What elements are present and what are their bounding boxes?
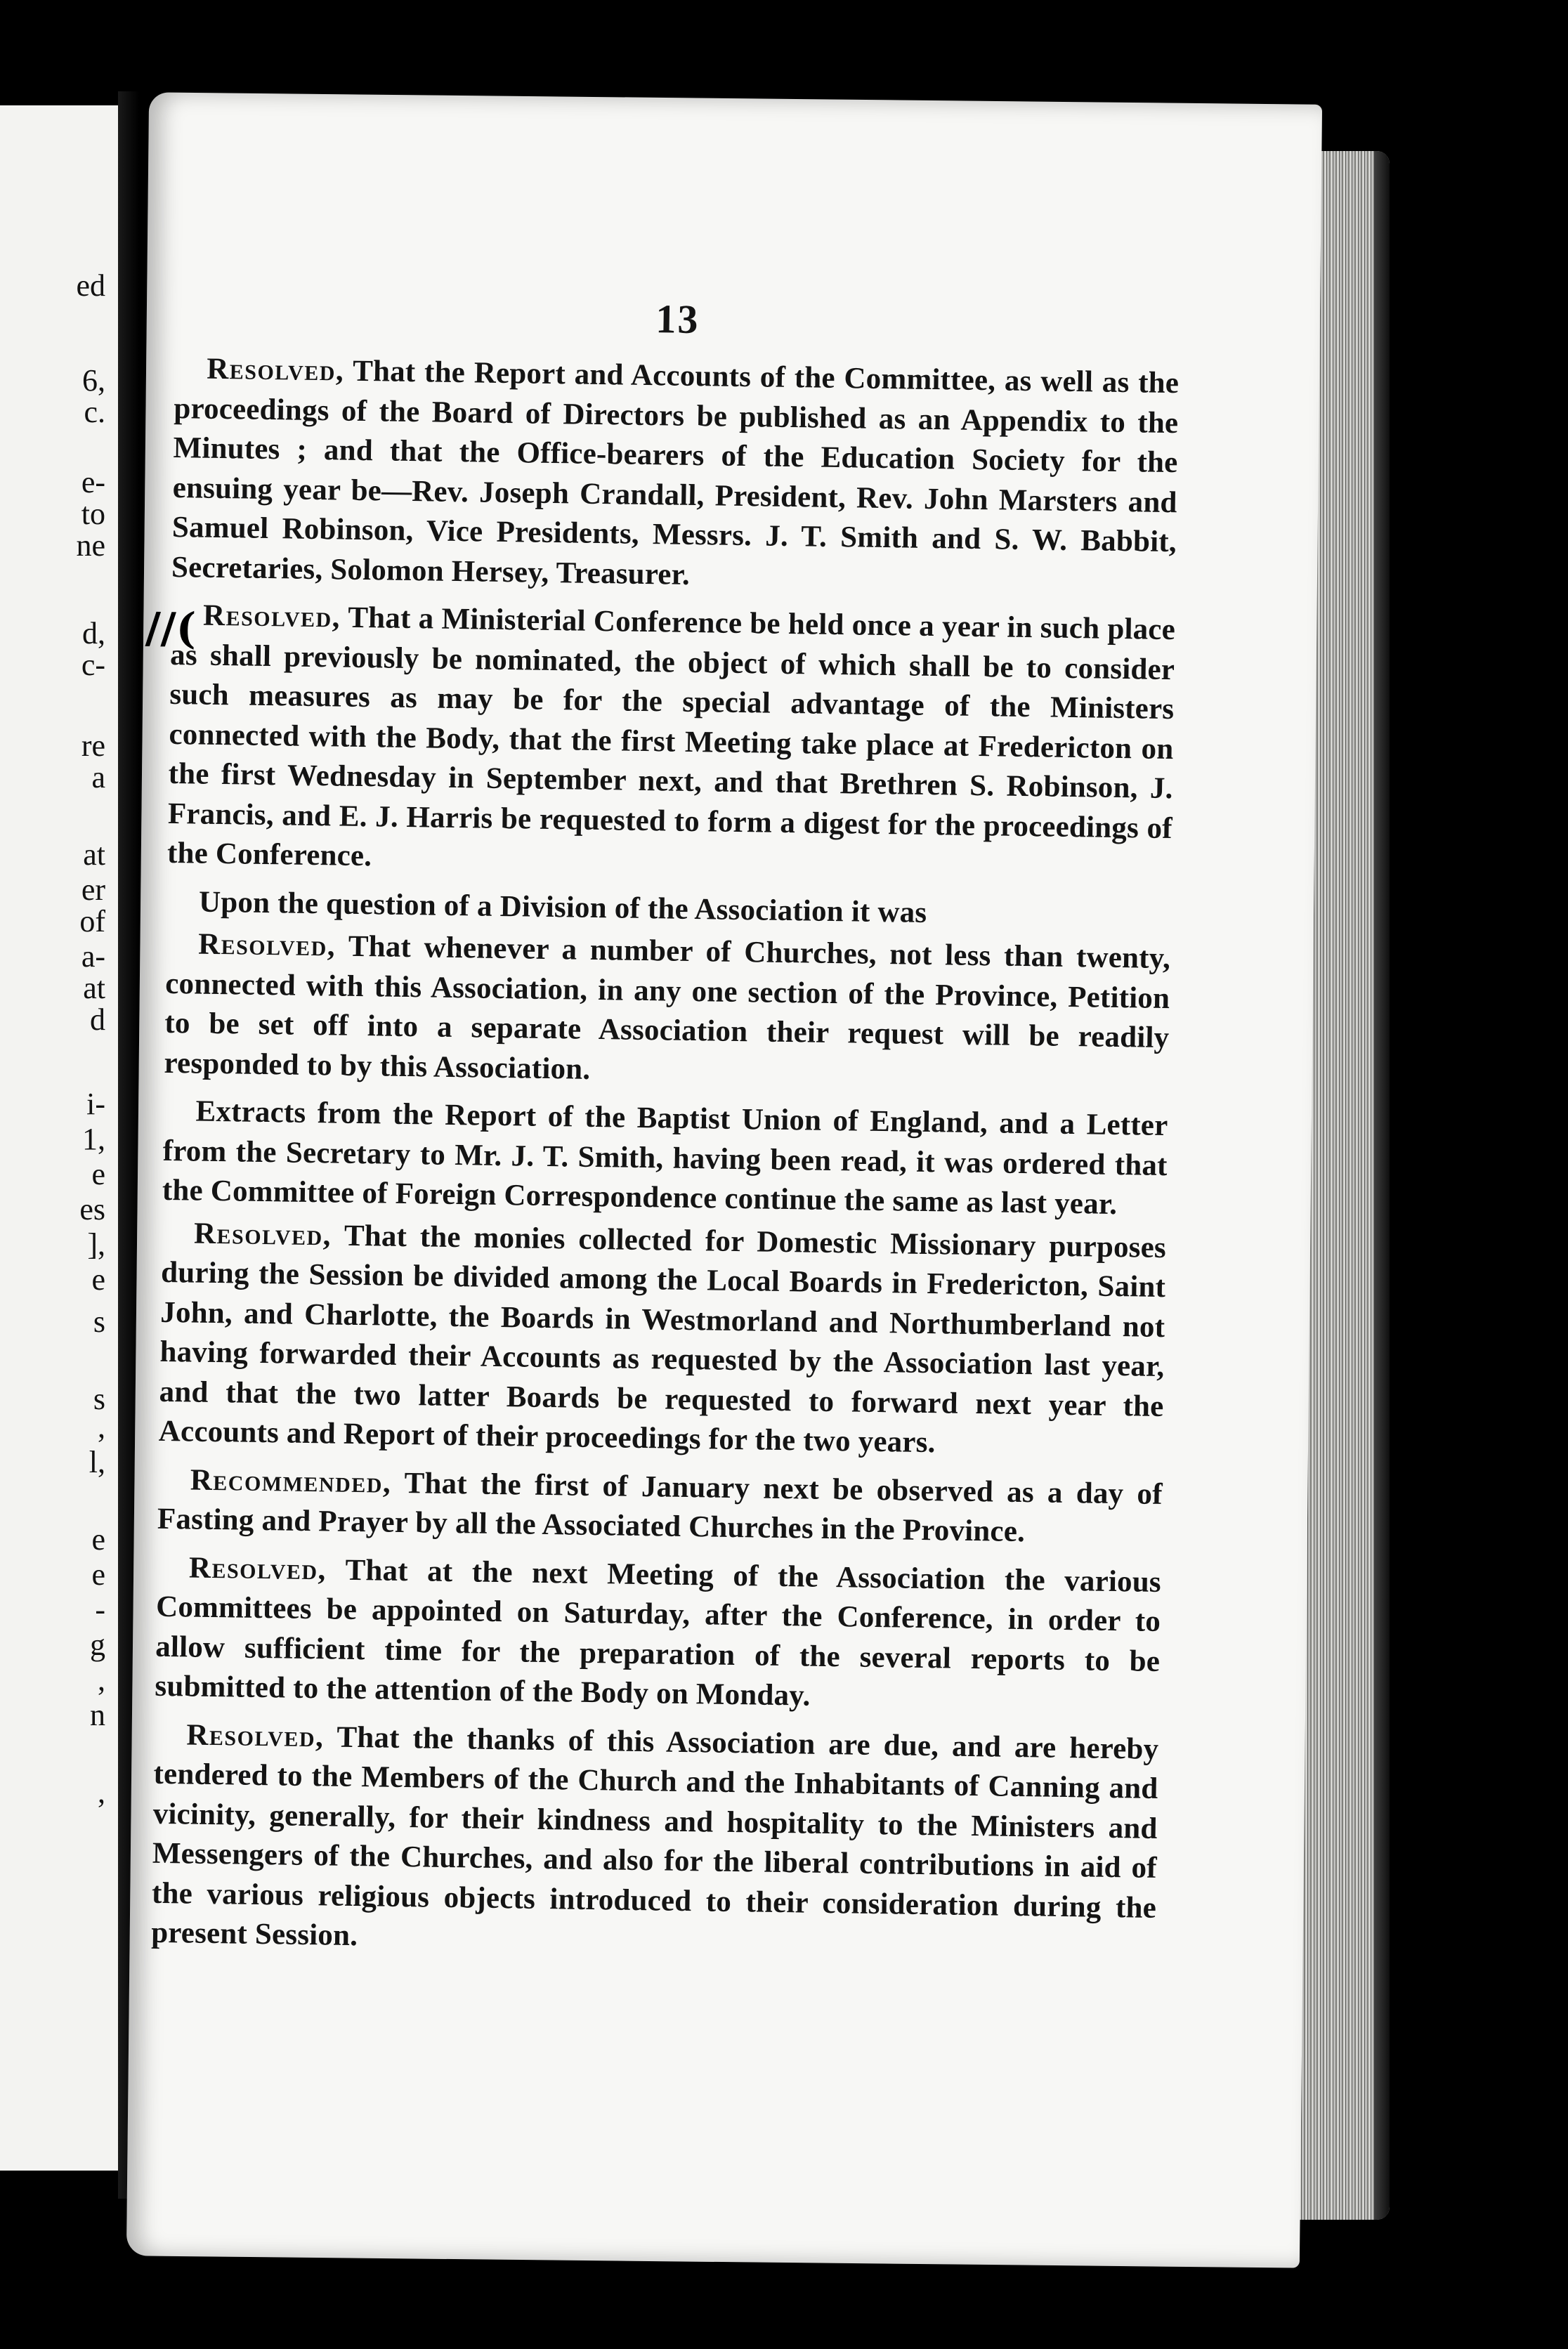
left-page-fragment: es	[79, 1192, 105, 1226]
paragraph	[164, 924, 1170, 1098]
paragraph-text: That at the next Meeting of the Association the various Committees be appointed on Saturday, after the Conference, in order to allow sufficient time for the preparation of the several reports to be submitted to the attention of the Body on Monday.	[155, 1552, 1162, 1713]
paragraph	[157, 1460, 1163, 1554]
resolution-lead: Resolved,	[193, 1217, 332, 1252]
paragraph	[151, 1715, 1159, 1968]
paragraph	[171, 349, 1180, 602]
page-number: 13	[655, 296, 700, 343]
left-page-fragment: of	[79, 904, 105, 938]
left-page-fragment: d	[90, 1002, 105, 1037]
margin-mark: //(	[145, 603, 197, 654]
resolution-lead: Recommended,	[190, 1463, 392, 1500]
paragraph-text: That the thanks of this Association are due, and are hereby tendered to the Members of the Church and the Inhabitants of Canning and vicinity, generally, for their kindness and hospitality to the Ministers and Messengers of the Churches, and also for the liberal contributions in aid of the various religious objects introduced to their consideration during the present Session.	[150, 1720, 1159, 1953]
left-page-fragment: s	[93, 1382, 105, 1416]
left-page-fragment: s	[93, 1304, 105, 1339]
left-page-fragment: e	[91, 1262, 105, 1297]
left-page-fragment: ed	[76, 268, 105, 303]
left-page-fragment: to	[81, 497, 105, 531]
left-page-fragment: c.	[84, 395, 105, 429]
left-page-fragment: ne	[76, 528, 105, 563]
page-text	[151, 349, 1180, 1968]
left-page-fragment: at	[83, 971, 105, 1005]
paragraph-text: That the Report and Accounts of the Committee, as well as the proceedings of the Board of Directors be published as an Appendix to the Minutes ; and that the Office-bearers of the Education Society for the ensuing year be—Rev. Joseph Crandall, President, Rev. John Marsters and Samuel Robinson, Vice Presidents, Messrs. J. T. Smith and S. W. Babbit, Secretaries, Solomon Hersey, Treasurer.	[171, 354, 1180, 591]
left-page-fragment: i-	[86, 1087, 105, 1121]
resolution-lead: Resolved,	[186, 1717, 325, 1753]
left-page-fragment: re	[81, 728, 105, 763]
page-content	[145, 288, 1180, 1976]
left-page-fragment: 6,	[82, 363, 105, 398]
left-page-fragment: l,	[89, 1445, 105, 1479]
left-page-text-fragments	[0, 105, 118, 2171]
paragraph	[158, 1213, 1166, 1466]
left-page-fragment: e	[91, 1557, 105, 1592]
left-page-fragment: a	[91, 760, 105, 794]
left-page-fragment: e-	[81, 465, 105, 499]
left-page-fragment: ],	[87, 1227, 105, 1262]
left-page-fragment: e	[91, 1157, 105, 1191]
paragraph-text: Upon the question of a Division of the Association it was	[198, 885, 927, 929]
resolution-lead: Resolved,	[202, 598, 341, 634]
left-page-fragment: 1,	[82, 1122, 105, 1156]
resolution-lead: Resolved,	[197, 927, 337, 963]
paragraph-text: That whenever a number of Churches, not less than twenty, connected with this Association, in any one section of the Province, Petition to be set off into a separate Association their request will be readily responded to by this Association.	[164, 929, 1171, 1086]
paragraph	[162, 1092, 1168, 1226]
left-page-fragment: c-	[81, 648, 105, 682]
left-page-fragment: ,	[98, 1775, 105, 1810]
left-page-fragment: d,	[82, 616, 105, 650]
left-page	[0, 105, 122, 2171]
resolution-lead: Resolved,	[188, 1550, 327, 1586]
left-page-fragment: n	[90, 1698, 105, 1732]
left-page-fragment: a-	[81, 939, 105, 974]
paragraph-text: Extracts from the Report of the Baptist Union of England, and a Letter from the Secretary to Mr. J. T. Smith, having been read, it was ordered that the Committee of Foreign Correspondence continue the same as last year.	[162, 1094, 1168, 1222]
left-page-fragment: ,	[98, 1410, 105, 1444]
paragraph-text: That the monies collected for Domestic Missionary purposes during the Session be divided among the Local Boards in Fredericton, Saint John, and Charlotte, the Boards in Westmorland and Northumberland not having forwarded their Accounts as requested by the Association last year, and that the two latter Boards be requested to forward next year the Accounts and Report of their proceedings for the two years.	[158, 1218, 1167, 1460]
paragraph	[167, 596, 1176, 889]
paragraph-text: That a Ministerial Conference be held once a year in such place as shall previously be nominated, the object of which shall be to consider such measures as may be for the special advantage of the Ministers connected with the Body, that the first Meeting take place at Fredericton on the first Wednesday in September next, and that Brethren S. Robinson, J. Francis, and E. J. Harris be requested to form a digest for the proceedings of the Conference.	[166, 601, 1176, 873]
left-page-fragment: -	[95, 1592, 105, 1627]
left-page-fragment: at	[83, 837, 105, 872]
paragraph-text: That the first of January next be observed as a day of Fasting and Prayer by all the Associated Churches in the Province.	[157, 1466, 1163, 1549]
left-page-fragment: er	[81, 872, 105, 907]
resolution-lead: Resolved,	[206, 352, 345, 388]
paragraph	[155, 1548, 1161, 1721]
left-page-fragment: e	[91, 1522, 105, 1557]
left-page-fragment: g	[90, 1628, 105, 1662]
left-page-fragment: ,	[98, 1663, 105, 1697]
